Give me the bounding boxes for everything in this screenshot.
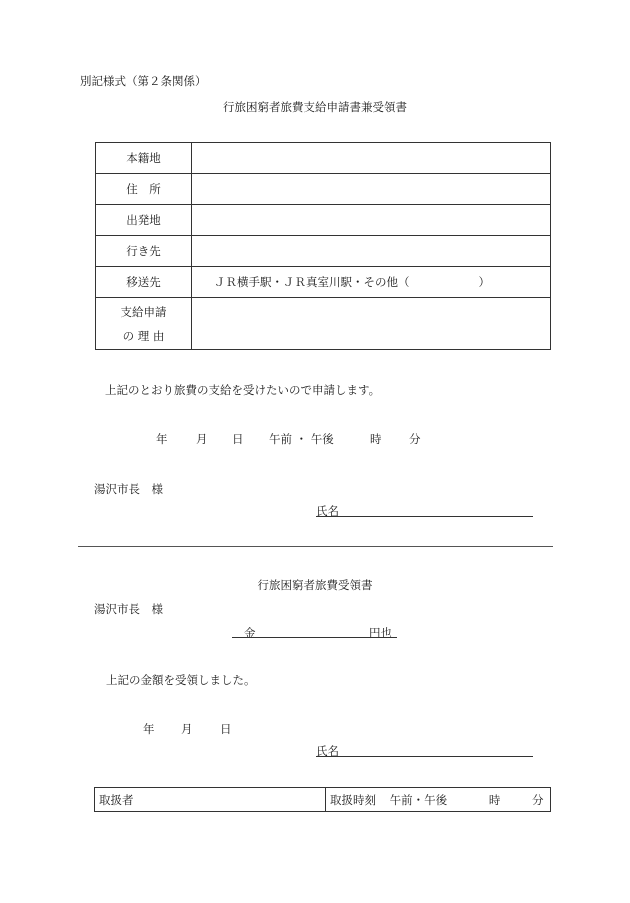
form-row-address [96,174,551,205]
date-month: 月 [196,432,208,446]
form-label [96,298,192,350]
form-value-field[interactable]: ＪＲ横手駅・ＪＲ真室川駅・その他（ ） [192,267,551,298]
handling-time-cell[interactable] [326,788,551,812]
receipt-statement: 上記の金額を受領しました。 [106,673,256,687]
time-hour: 時 [370,432,382,446]
form-row-transfer [96,267,551,298]
date-day: 日 [232,432,244,446]
form-label: 行き先 [96,236,192,267]
form-row-destination [96,236,551,267]
application-form-table [95,142,551,350]
time-minute: 分 [409,432,421,446]
form-value-field[interactable] [192,143,551,174]
form-label: 出発地 [96,205,192,236]
handling-time-label: 取扱時刻 [330,792,376,807]
reason-value-field[interactable] [192,298,551,350]
receipt-title: 行旅困窮者旅費受領書 [257,578,373,592]
reason-label-line2: の 理 由 [122,328,165,343]
handling-table [94,787,551,812]
recipient-name-line[interactable] [316,756,533,757]
handling-minute: 分 [531,792,544,807]
handling-hour: 時 [488,792,501,807]
form-row-honseki [96,143,551,174]
receipt-date-month: 月 [181,722,193,736]
form-label: 移送先 [96,267,192,298]
form-label: 住 所 [96,174,192,205]
amount-prefix: 金 [244,626,256,640]
section-divider [78,546,553,547]
recipient-name-label: 氏名 [316,744,339,758]
application-addressee: 湯沢市長 様 [94,482,163,496]
handler-label: 取扱者 [99,792,134,807]
receipt-date-day: 日 [220,722,232,736]
applicant-name-line[interactable] [316,516,533,517]
amount-suffix: 円也 [369,626,392,640]
form-row-reason [96,298,551,350]
amount-line[interactable] [232,637,397,638]
handling-ampm: 午前・午後 [389,792,448,807]
receipt-addressee: 湯沢市長 様 [94,602,163,616]
form-value-field[interactable] [192,174,551,205]
handler-cell[interactable] [95,788,326,812]
applicant-name-label: 氏名 [316,504,339,518]
form-value-field[interactable] [192,205,551,236]
receipt-date-year: 年 [143,722,155,736]
form-row-departure [96,205,551,236]
reason-label-line1: 支給申請 [120,304,167,319]
application-statement: 上記のとおり旅費の支給を受けたいので申請します。 [105,383,381,397]
appendix-label: 別記様式（第２条関係） [80,74,207,88]
date-year: 年 [156,432,168,446]
form-value-field[interactable] [192,236,551,267]
time-ampm: 午前 ・ 午後 [269,432,334,446]
form-label: 本籍地 [96,143,192,174]
application-title: 行旅困窮者旅費支給申請書兼受領書 [223,100,407,114]
